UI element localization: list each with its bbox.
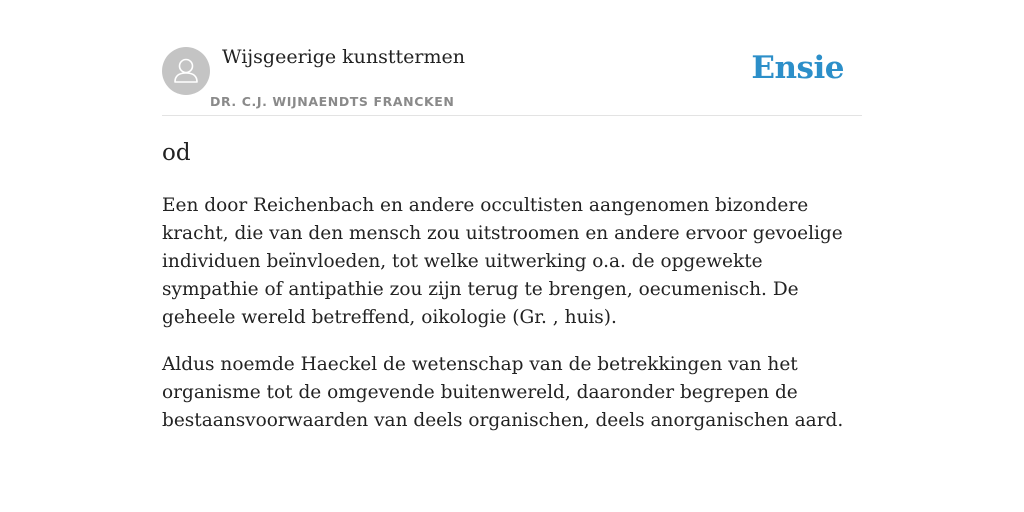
ensie-logo[interactable]: Ensie: [751, 50, 844, 86]
entry-paragraph: Aldus noemde Haeckel de wetenschap van de betrekkingen van het organisme tot de omgevende buitenwereld, daaronder begrepen de bestaansvoorwaarden van deels organischen, deels anorganischen aard.: [162, 354, 844, 431]
page: [162, 0, 862, 512]
user-silhouette-icon: [162, 47, 210, 95]
entry-paragraph: Een door Reichenbach en andere occultisten aangenomen bizondere kracht, die van den mensch zou uitstroomen en andere ervoor gevoelige individuen beïnvloeden, tot welke uitwerking o.a. de opgewekte sympathie of antipathie zou zijn terug te brengen, oecumenisch. De geheele wereld betreffend, oikologie (Gr. , huis).: [162, 195, 843, 328]
entry-title: od: [162, 140, 191, 166]
entry-content: [162, 192, 862, 454]
author-avatar[interactable]: [162, 47, 210, 95]
book-title[interactable]: Wijsgeerige kunsttermen: [222, 46, 466, 68]
header: [162, 0, 862, 116]
author-name[interactable]: DR. C.J. WIJNAENDTS FRANCKEN: [210, 94, 455, 109]
